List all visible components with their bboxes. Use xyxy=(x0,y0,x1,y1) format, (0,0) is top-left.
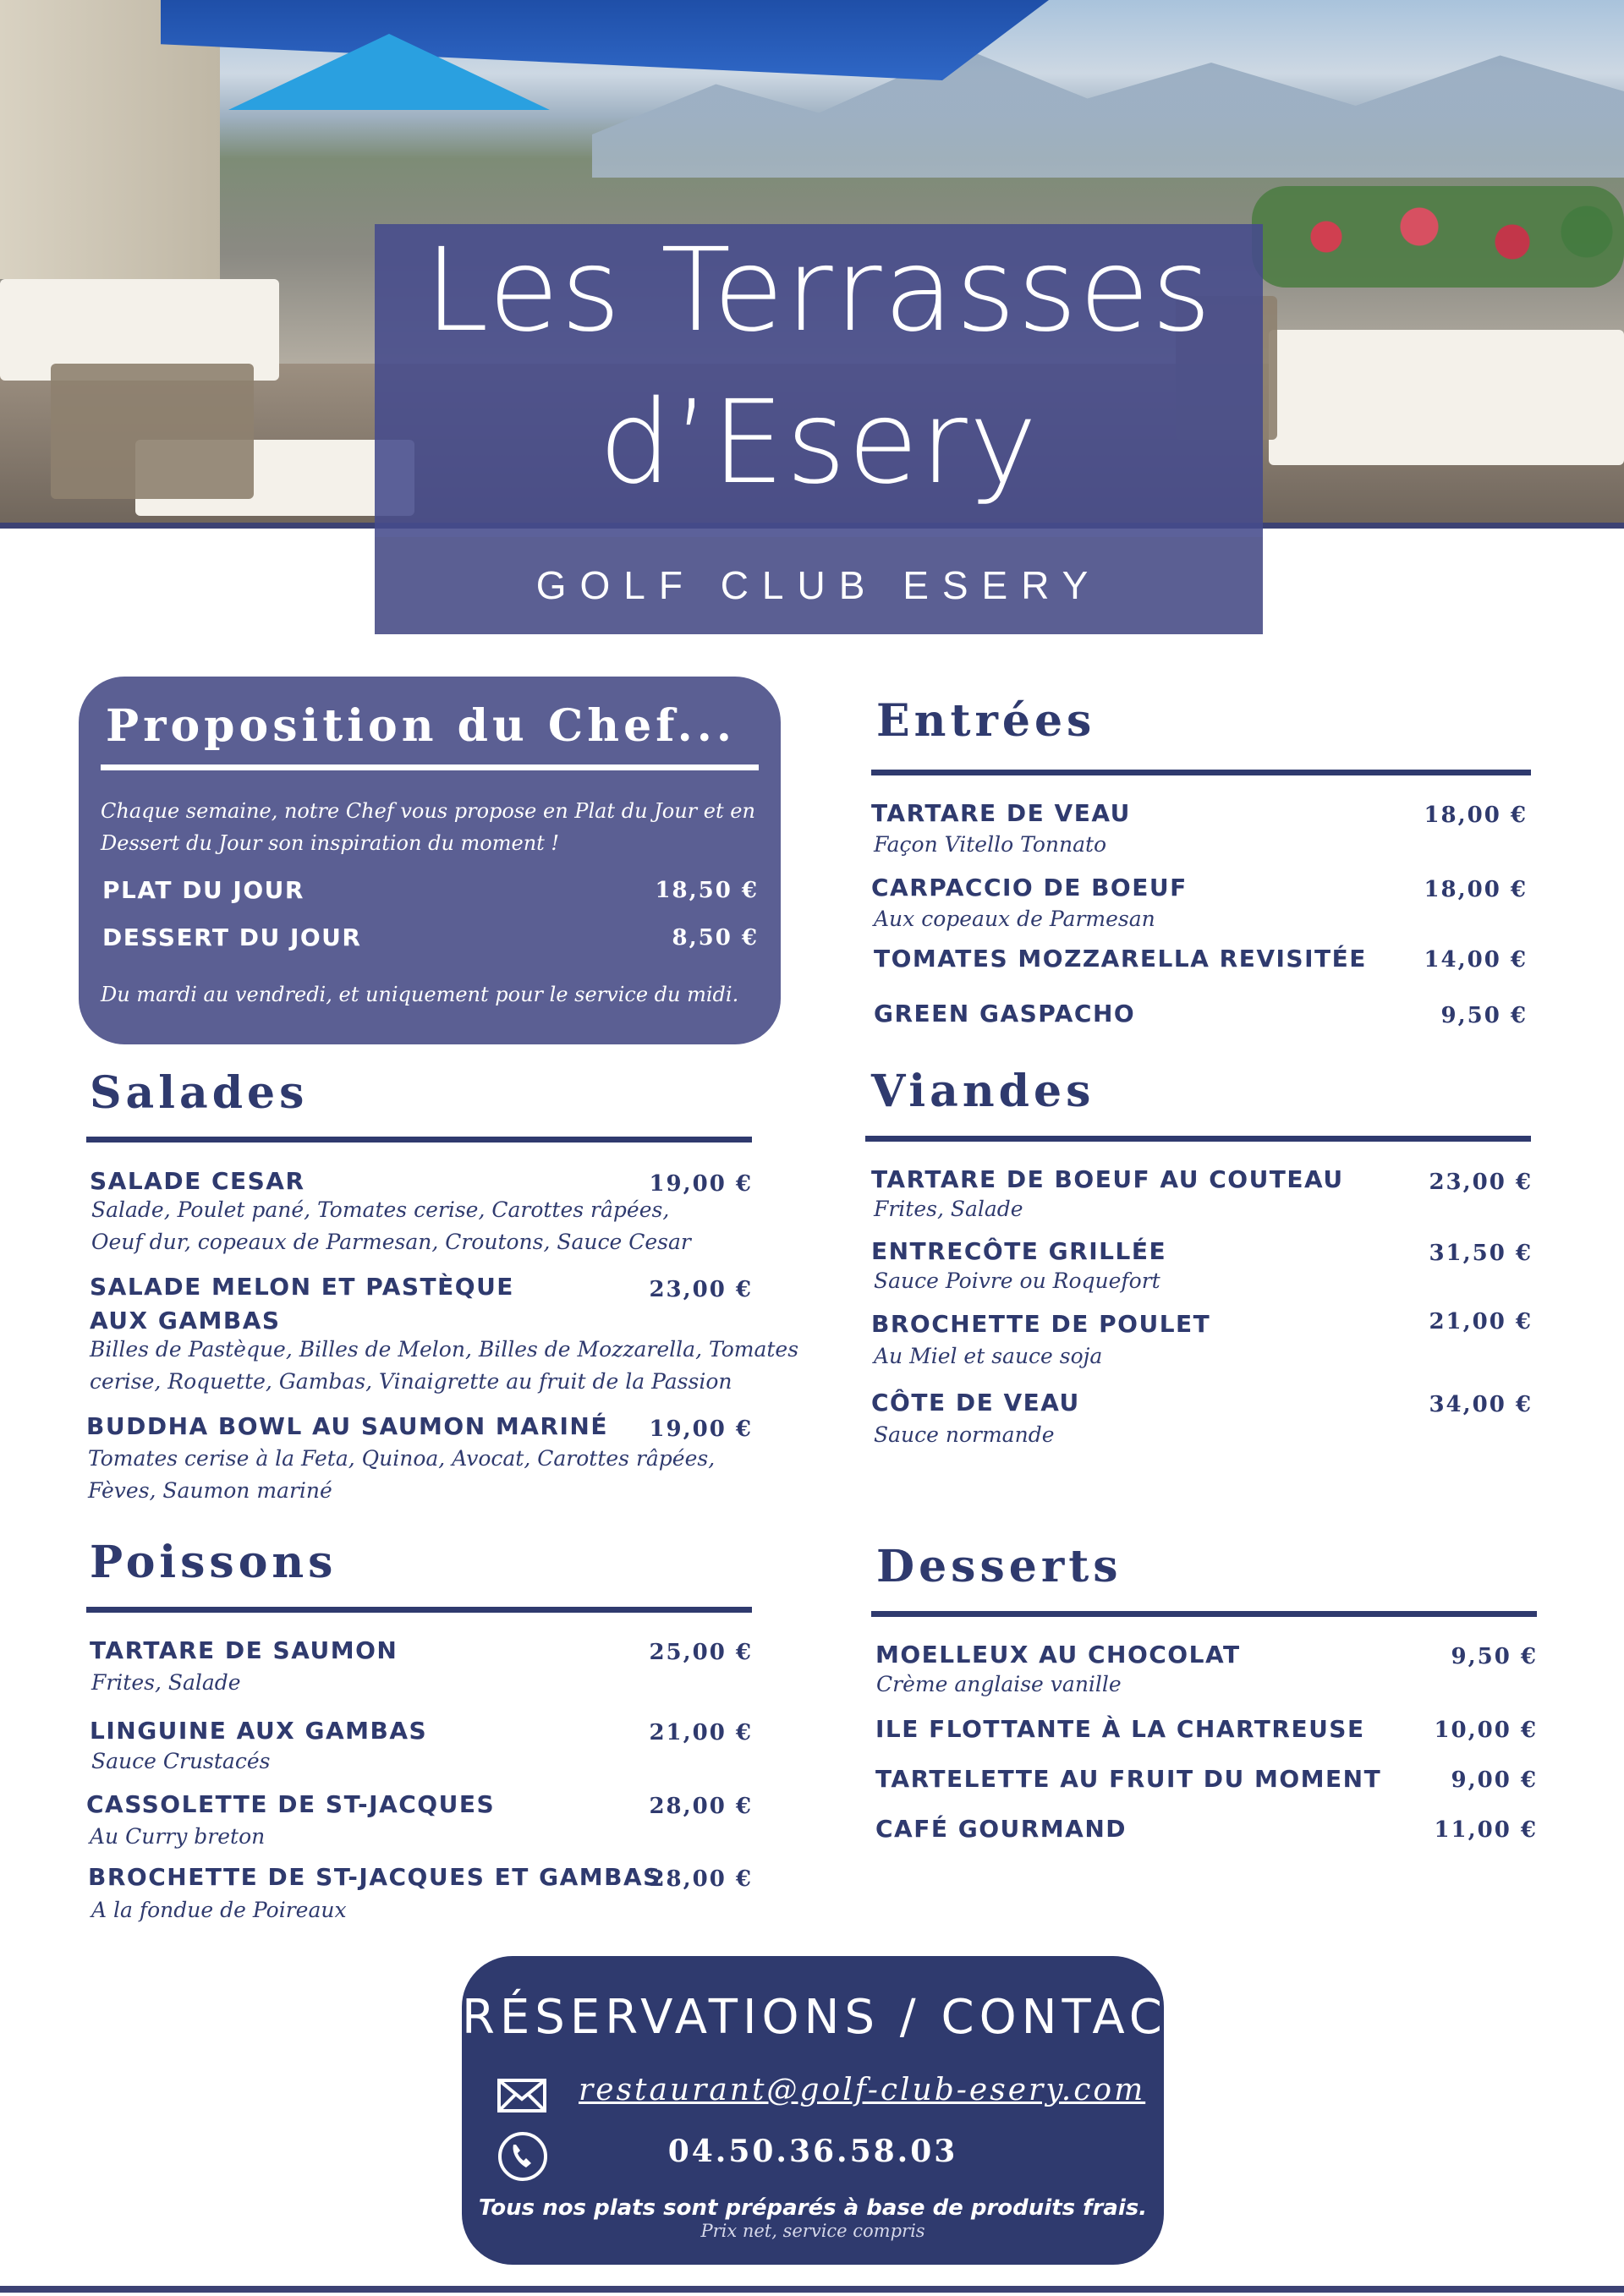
menu-item-name: BROCHETTE DE POULET xyxy=(871,1310,1211,1338)
menu-item-name: SALADE CESAR xyxy=(90,1167,305,1195)
menu-item-name: GREEN GASPACHO xyxy=(874,1000,1136,1027)
menu-item-price: 28,00 € xyxy=(649,1794,753,1819)
chair-left xyxy=(51,364,254,499)
menu-item-desc: Au Curry breton xyxy=(90,1824,266,1849)
menu-item-price: 9,00 € xyxy=(1451,1767,1538,1793)
menu-item-price: 34,00 € xyxy=(1429,1392,1533,1417)
menu-item-name: CÔTE DE VEAU xyxy=(871,1389,1080,1417)
blue-awning xyxy=(161,0,1049,80)
menu-item-name: TARTARE DE VEAU xyxy=(871,799,1131,827)
section-title-salades: Salades xyxy=(90,1067,309,1119)
menu-item-name: TARTELETTE AU FRUIT DU MOMENT xyxy=(875,1765,1382,1793)
menu-item-price: 19,00 € xyxy=(649,1417,753,1442)
section-title-poissons: Poissons xyxy=(90,1537,337,1588)
menu-item-desc: Sauce normande xyxy=(874,1422,1055,1447)
menu-item-price: 19,00 € xyxy=(649,1171,753,1197)
chef-proposal-box xyxy=(79,677,781,1044)
menu-item-name: ENTRECÔTE GRILLÉE xyxy=(871,1237,1167,1265)
viandes-divider xyxy=(865,1136,1531,1142)
chef-note: Du mardi au vendredi, et uniquement pour le service du midi. xyxy=(101,983,739,1006)
club-subtitle: GOLF CLUB ESERY xyxy=(375,537,1263,634)
menu-item-desc: Sauce Poivre ou Roquefort xyxy=(874,1269,1160,1293)
menu-item-price: 28,00 € xyxy=(649,1866,753,1892)
menu-item-price: 10,00 € xyxy=(1434,1718,1538,1743)
section-title-desserts: Desserts xyxy=(876,1541,1122,1592)
menu-item-price: 23,00 € xyxy=(649,1277,753,1302)
chef-title: Proposition du Chef... xyxy=(106,700,736,752)
entrees-divider xyxy=(871,770,1531,775)
menu-item-price: 18,00 € xyxy=(1424,877,1528,902)
restaurant-title-line2: d’Esery xyxy=(598,376,1040,510)
desserts-divider xyxy=(871,1611,1537,1617)
menu-item-desc: Frites, Salade xyxy=(874,1197,1023,1221)
table-right xyxy=(1269,330,1624,465)
menu-item-desc: Tomates cerise à la Feta, Quinoa, Avocat, Carottes râpées, xyxy=(88,1446,716,1471)
menu-item-desc: Fèves, Saumon mariné xyxy=(88,1478,332,1503)
chef-price-plat: 18,50 € xyxy=(655,878,759,903)
chef-price-dessert: 8,50 € xyxy=(672,925,759,951)
menu-item-name: TARTARE DE BOEUF AU COUTEAU xyxy=(871,1165,1344,1193)
menu-item-price: 25,00 € xyxy=(649,1640,753,1665)
salades-divider xyxy=(86,1137,752,1143)
bottom-divider xyxy=(0,2286,1624,2293)
menu-item-name: TARTARE DE SAUMON xyxy=(90,1636,398,1664)
menu-item-name: SALADE MELON ET PASTÈQUE xyxy=(90,1273,514,1301)
chef-intro-line1: Chaque semaine, notre Chef vous propose en Plat du Jour et en xyxy=(101,799,755,823)
menu-item-price: 9,50 € xyxy=(1451,1644,1538,1669)
menu-item-price: 9,50 € xyxy=(1440,1003,1528,1028)
price-note: Prix net, service compris xyxy=(700,2221,925,2241)
menu-item-price: 21,00 € xyxy=(1429,1309,1533,1334)
section-title-entrees: Entrées xyxy=(876,695,1096,747)
mail-icon xyxy=(497,2079,546,2112)
chef-item-plat: PLAT DU JOUR xyxy=(102,876,304,904)
menu-item-price: 31,50 € xyxy=(1429,1241,1533,1266)
section-title-viandes: Viandes xyxy=(871,1066,1095,1117)
menu-item-desc: cerise, Roquette, Gambas, Vinaigrette au fruit de la Passion xyxy=(90,1369,732,1394)
menu-item-name: CASSOLETTE DE ST-JACQUES xyxy=(86,1790,496,1818)
menu-item-desc: Oeuf dur, copeaux de Parmesan, Croutons, Sauce Cesar xyxy=(91,1230,691,1254)
fresh-products-note: Tous nos plats sont préparés à base de produits frais. xyxy=(478,2195,1148,2221)
contact-email-link[interactable]: restaurant@golf-club-esery.com xyxy=(579,2073,1146,2107)
menu-item-desc: A la fondue de Poireaux xyxy=(91,1898,347,1922)
restaurant-title-line1: Les Terrasses xyxy=(424,224,1214,358)
menu-item-name: BUDDHA BOWL AU SAUMON MARINÉ xyxy=(86,1412,608,1440)
menu-item-name-cont: AUX GAMBAS xyxy=(90,1307,281,1334)
contact-box xyxy=(462,1956,1202,2265)
chef-intro-line2: Dessert du Jour son inspiration du moment ! xyxy=(101,831,560,855)
menu-item-name: CAFÉ GOURMAND xyxy=(875,1815,1127,1843)
title-box xyxy=(375,224,1263,537)
menu-item-name: LINGUINE AUX GAMBAS xyxy=(90,1717,428,1745)
menu-item-price: 21,00 € xyxy=(649,1720,753,1745)
menu-item-name: ILE FLOTTANTE À LA CHARTREUSE xyxy=(875,1715,1365,1743)
menu-item-desc: Au Miel et sauce soja xyxy=(874,1344,1103,1368)
menu-item-desc: Salade, Poulet pané, Tomates cerise, Carottes râpées, xyxy=(91,1197,670,1222)
chef-divider xyxy=(101,764,759,770)
menu-item-desc: Aux copeaux de Parmesan xyxy=(874,907,1155,931)
chef-item-dessert: DESSERT DU JOUR xyxy=(102,923,362,951)
menu-item-desc: Crème anglaise vanille xyxy=(876,1672,1122,1696)
menu-item-price: 23,00 € xyxy=(1429,1170,1533,1195)
menu-item-desc: Billes de Pastèque, Billes de Melon, Billes de Mozzarella, Tomates xyxy=(90,1337,799,1362)
contact-title: RÉSERVATIONS / CONTACT xyxy=(462,1990,1202,2045)
menu-item-price: 11,00 € xyxy=(1434,1817,1538,1843)
contact-phone[interactable]: 04.50.36.58.03 xyxy=(667,2134,958,2169)
flower-boxes xyxy=(1252,186,1624,288)
menu-item-name: BROCHETTE DE ST-JACQUES ET GAMBAS xyxy=(88,1863,661,1891)
poissons-divider xyxy=(86,1607,752,1613)
menu-item-price: 18,00 € xyxy=(1424,803,1528,828)
menu-item-desc: Frites, Salade xyxy=(91,1670,241,1695)
menu-item-name: TOMATES MOZZARELLA REVISITÉE xyxy=(874,945,1367,973)
menu-item-name: MOELLEUX AU CHOCOLAT xyxy=(875,1641,1241,1669)
menu-item-desc: Façon Vitello Tonnato xyxy=(874,832,1107,857)
menu-item-name: CARPACCIO DE BOEUF xyxy=(871,874,1188,901)
menu-item-desc: Sauce Crustacés xyxy=(91,1749,271,1773)
menu-item-price: 14,00 € xyxy=(1424,947,1528,973)
